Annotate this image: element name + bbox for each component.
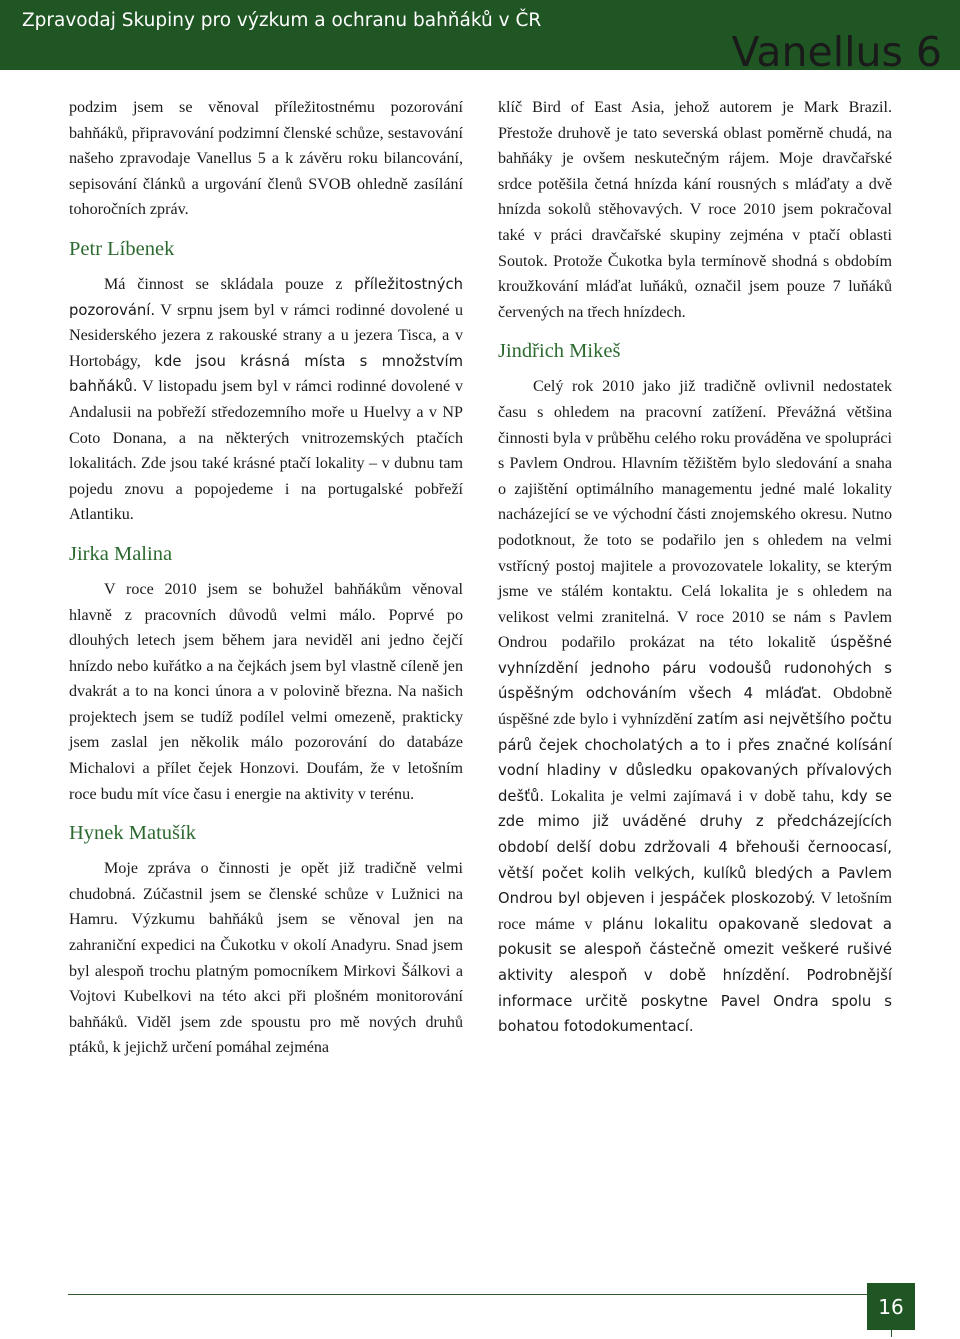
section-heading: Jindřich Mikeš	[498, 340, 621, 363]
text-run: Lokalita je velmi zajímavá i v době tahu,	[544, 787, 841, 805]
section-heading: Jirka Malina	[69, 542, 173, 565]
text-run: V roce 2010 jsem se bohužel bahňákům věnoval hlavně z pracovních důvodů velmi málo. Poprvé po dlouhých letech jsem během jara neviděl ani jedno čejčí hnízdo nebo kuřátko a na čejkách jsem byl vlastně cíleně jen dvakrát a to na konci února a v polovině března. Na našich projektech jsem se tudíž podílel velmi omezeně, prakticky jsem zaslal jen několik málo pozorování do databáze Michalovi a přílet čejek Honzovi. Doufám, že v letošním roce budu mít více času i energie na aktivity v terénu.	[69, 580, 463, 803]
section-paragraph	[69, 577, 463, 807]
section-paragraph	[69, 856, 463, 1061]
intro-paragraph: klíč Bird of East Asia, jehož autorem je Mark Brazil. Přestože druhově je tato severská oblast poměrně chudá, na bahňáky je ovšem neskutečným rájem. Moje dravčařské srdce potěšila četná hnízda kání rousných s mláďaty a dvě hnízda sokolů stěhovavých. V roce 2010 jsem pokračoval také v práci dravčařské skupiny zejména v ptačí oblasti Soutok. Protože Čukotka byla termínově shodná s obdobím kroužkování mláďat luňáků, označil jsem pouze 7 luňáků červených na třech hnízdech.	[498, 99, 892, 321]
text-run: V letošním roce máme v	[498, 890, 892, 933]
page-number-tick	[891, 1330, 892, 1337]
text-run: zatím asi největšího počtu párů čejek chocholatých a to i přes značné kolísání vodní hladiny v důsledku opakovaných přívalových dešťů.	[498, 711, 892, 805]
footer-divider	[68, 1294, 868, 1295]
intro-paragraph: podzim jsem se věnoval příležitostnému pozorování bahňáků, připravování podzimní členské schůze, sestavování našeho zpravodaje Vanellus 5 a k závěru roku bilancování, sepisování článků a urgování členů SVOB ohledně zasílání tohoročních zpráv.	[69, 99, 463, 219]
text-run: V listopadu jsem byl v rámci rodinné dovolené v Andalusii na pobřeží středozemního moře u Huelvy a v NP Coto Donana, a na některých vnitrozemských ptačích lokalitách. Zde jsou také krásné ptačí lokality – v dubnu tam pojedu znovu a popojedeme i na portugalské pobřeží Atlantiku.	[69, 378, 463, 524]
section-heading: Petr Líbenek	[69, 237, 175, 260]
section-paragraph	[69, 272, 463, 528]
text-run: úspěšné vyhnízdění jednoho páru vodoušů rudonohých s úspěšným odchováním všech 4 mláďat.	[498, 634, 892, 703]
text-run: kdy se zde mimo již uváděné druhy z předcházejících období delší dobu zdržovali 4 břehouši černoocasí, větší počet kolih velkých, kulíků bledých a Pavlem Ondrou byl objeven i jespáček ploskozobý.	[498, 787, 892, 908]
text-run: příležitostných pozorování.	[69, 275, 463, 319]
text-run: Má činnost se skládala pouze z	[104, 275, 355, 293]
text-run: Celý rok 2010 jako již tradičně ovlivnil nedostatek času s ohledem na pracovní zatížení. Převážná většina činnosti byla v průběhu celého roku prováděna ve spolupráci s Pavlem Ondrou. Hlavním těžištěm bylo sledování a snaha o zajištění optimálního managementu jedné malé lokality nacházející se ve východní části znojemského okresu. Nutno podotknout, že toto se podařilo jen s ohledem na velmi vstřícný postoj majitele a provozovatele lokality, se kterým jsme ve stálém kontaktu. Celá lokalita je s ohledem na velikost velmi zranitelná. V roce 2010 se nám s Pavlem Ondrou podařilo prokázat na této lokalitě	[498, 378, 892, 652]
newsletter-title: Zpravodaj Skupiny pro výzkum a ochranu bahňáků v ČR	[22, 10, 542, 31]
text-run: Moje zpráva o činnosti je opět již tradičně velmi chudobná. Zúčastnil jsem se členské schůze v Lužnici na Hamru. Výzkumu bahňáků jsem se věnoval jen na zahraniční expedici na Čukotku v okolí Anadyru. Snad jsem byl alespoň trochu platným pomocníkem Mirkovi Šálkovi a Vojtovi Kubelkovi na této akci při plošném monitorování bahňáků. Viděl jsem zde spoustu pro mě nových druhů ptáků, k jejichž určení pomáhal zejména	[69, 860, 463, 1057]
text-run: plánu lokalitu opakovaně sledovat a pokusit se alespoň částečně omezit veškeré rušivé aktivity alespoň v době hnízdění. Podrobnější informace určitě poskytne Pavel Ondra spolu s bohatou fotodokumentací.	[498, 915, 893, 1036]
page-number: 16	[867, 1283, 915, 1330]
right-column	[498, 95, 892, 1040]
text-run: kde jsou krásná místa s množstvím bahňáků.	[69, 352, 463, 396]
section-heading: Hynek Matušík	[69, 822, 196, 845]
section-paragraph	[498, 374, 892, 1039]
volume-title: Vanellus 6	[731, 28, 942, 76]
text-run: V srpnu jsem byl v rámci rodinné dovolené u Nesiderského jezera z rakouské strany a u jezera Tisca, a v Hortobágy,	[69, 301, 463, 370]
left-column	[69, 95, 463, 1061]
text-run: Obdobně úspěšné zde bylo i vyhnízdění	[498, 685, 892, 729]
